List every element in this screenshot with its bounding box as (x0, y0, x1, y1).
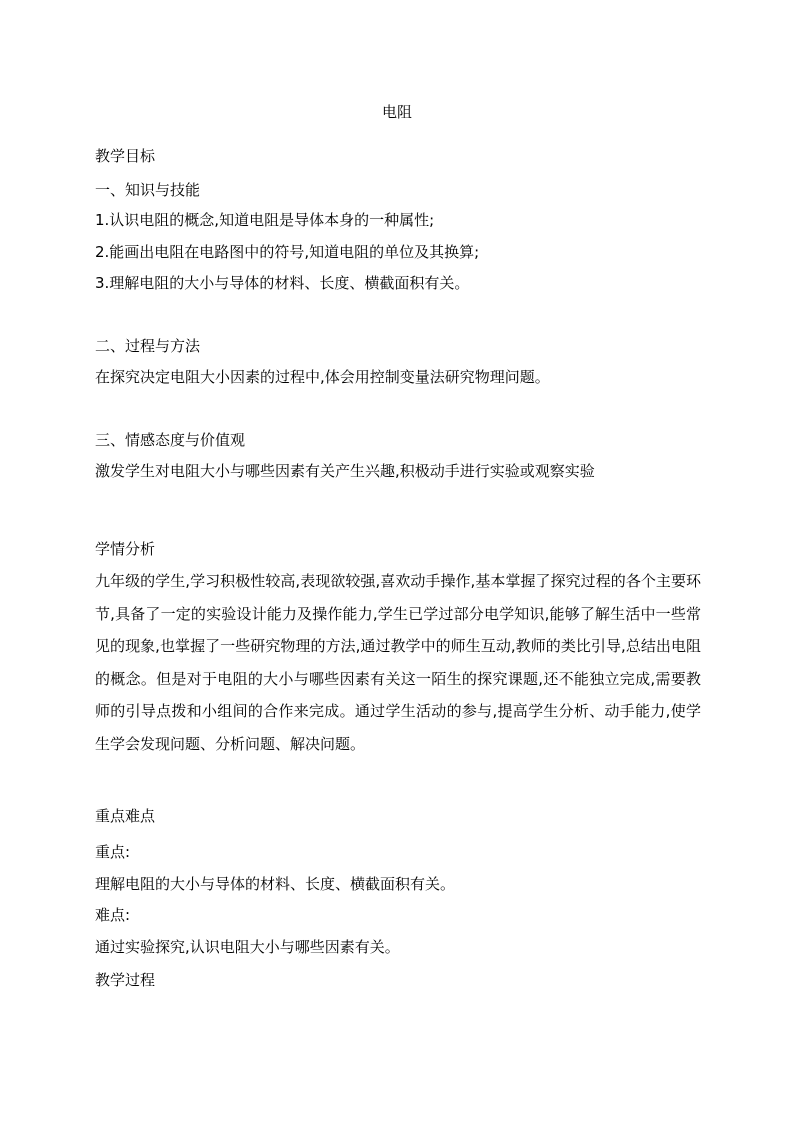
difficulty-text: 通过实验探究,认识电阻大小与哪些因素有关。 (95, 938, 400, 956)
analysis-paragraph: 九年级的学生,学习积极性较高,表现欲较强,喜欢动手操作,基本掌握了探究过程的各个主要环节,具备了一定的实验设计能力及操作能力,学生已学过部分电学知识,能够了解生活中一些常见的现象,也掌握了一些研究物理的方法,通过教学中的师生互动,教师的类比引导,总结出电阻的概念。但是对于电阻的大小与哪些因素有关这一陌生的探究课题,还不能独立完成,需要教师的引导点拨和小组间的合作来完成。通过学生活动的参与,提高学生分析、动手能力,使学生学会发现问题、分析问题、解决问题。 (95, 572, 701, 753)
knowledge-item-1: 1.认识电阻的概念,知道电阻是导体本身的一种属性; (95, 211, 435, 229)
teaching-process-heading: 教学过程 (95, 971, 156, 989)
process-method-heading: 二、过程与方法 (95, 337, 201, 355)
knowledge-skills-heading: 一、知识与技能 (95, 181, 201, 199)
emotion-values-text: 激发学生对电阻大小与哪些因素有关产生兴趣,积极动手进行实验或观察实验 (95, 462, 595, 480)
knowledge-item-2: 2.能画出电阻在电路图中的符号,知道电阻的单位及其换算; (95, 243, 480, 261)
knowledge-item-3: 3.理解电阻的大小与导体的材料、长度、横截面积有关。 (95, 274, 470, 292)
analysis-heading: 学情分析 (95, 540, 156, 558)
focus-label: 重点: (95, 843, 131, 861)
process-method-text: 在探究决定电阻大小因素的过程中,体会用控制变量法研究物理问题。 (95, 368, 550, 386)
emotion-values-heading: 三、情感态度与价值观 (95, 431, 246, 449)
page-title: 电阻 (381, 103, 412, 121)
objectives-heading: 教学目标 (95, 147, 156, 165)
focus-text: 理解电阻的大小与导体的材料、长度、横截面积有关。 (95, 875, 456, 893)
difficulty-label: 难点: (95, 906, 131, 924)
key-points-heading: 重点难点 (95, 807, 156, 825)
